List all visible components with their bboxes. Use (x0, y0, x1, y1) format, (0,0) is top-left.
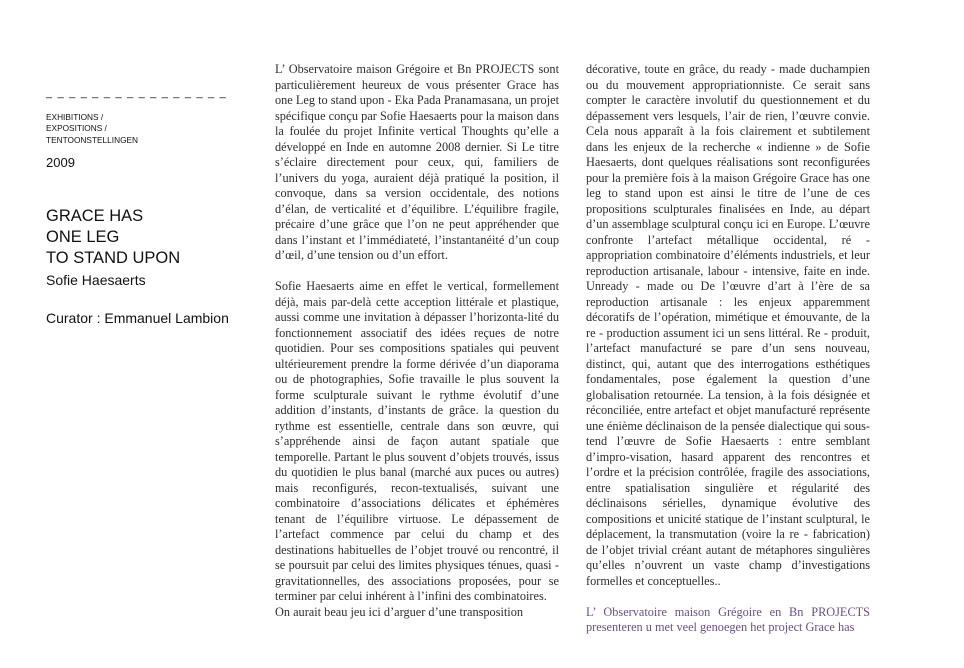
paragraph: On aurait beau jeu ici d’arguer d’une transposition (275, 604, 524, 619)
paragraph: L’ Observatoire maison Grégoire et Bn PROJECTS sont particulièrement heureux de vous présenter Grace has one Leg to stand upon - Eka Pada Pranamasana, un projet spécifique conçu par Sofie Haesaerts pour la maison dans la foulée du projet Infinite vertical Thoughts qu’elle a développé en Inde en automne 2008 dernier. Si Le titre s’éclaire directement pour ceux, qui, familiers de l’univers du yoga, auraient déjà pratiqué la position, il convoque, dans sa version occidentale, des notions d’élan, de verticalité et d’équilibre. L’équilibre fragile, précaire d’une grâce que l’on ne peut appréhender que dans l’instant et l’immédiateté, l’instantanéité d’un coup d’œil, d’une tension ou d’un effort. (275, 62, 559, 262)
section-label-line: EXPOSITIONS / (46, 123, 107, 134)
section-label-line: TENTOONSTELLINGEN (46, 134, 139, 145)
paragraph: Sofie Haesaerts aime en effet le vertical, formellement déjà, mais par-delà cette acception littérale et plastique, aussi comme une invitation à dépasser l’horizonta-lité du fonctionnement associatif des idées reçues de notre quotidien. Pour ses compositions spatiales qui peuvent ultérieurement prendre la forme dérivée d’un diaporama ou de photographies, Sofie travaille le plus souvent la forme sculpturale suivant le rythme évolutif d’une addition d’instants, d’instants de grâce. la question du rythme est essentielle, centrale dans son œuvre, qui s’appréhende ainsi de façon autant spatiale que temporelle. Partant le plus souvent d’objets trouvés, issus du quotidien le plus banal (marché aux puces ou autres) mais reconfigurés, recon-textualisés, suivant une combinatoire d’associations délicates et éphémères tenant de l’équilibre virtuose. Le dépassement de l’artefact commence par celui du champ et des destinations habituelles de l’objet trouvé ou rencontré, il se poursuit par celui des limites physiques ténues, quasi - gravitationnelles, des associations proposées, pour se terminer par celui inhérent à l’infini des combinatoires. (275, 279, 559, 603)
section-label (46, 112, 236, 146)
section-label-line: EXHIBITIONS / (46, 112, 104, 122)
paragraph: décorative, toute en grâce, du ready - made duchampien ou du mouvement appropriationniste. Ce serait sans compter le caractère involutif du questionnement et du dépassement vers lesquels, l’air de rien, l’œuvre convie. Cela nous apparaît à la fois clairement et subtilement dans les enjeux de la recherche « indienne » de Sofie Haesaerts, dont quelques réalisations sont reconfigurées pour la première fois à la maison Grégoire Grace has one leg to stand upon est ainsi le titre de l’une de ces propositions sculpturales finalisées en Inde, au départ d’un assemblage sculptural conçu ici en Europe. L’œuvre confronte l’artefact métallique occidental, ré - appropriation combinatoire d’éléments industriels, et leur reproduction artisanale, labour - intensive, faite en inde. Unready - made ou De l’œuvre d’art à l’ère de sa reproduction artisanale : les enjeux apparemment décoratifs de l’opération, mimétique et émouvante, de la re - production assument ici un sens littéral. Re - produit, l’artefact manufacturé se pare d’un sens nouveau, distinct, qui, autant que des interrogations esthétiques fondamentales, pose également la question d’une globalisation retournée. La tension, à la fois désignée et réconciliée, entre artefact et objet manufacturé représente une énième déclinaison de la pensée dialectique qui sous-tend l’œuvre de Sofie Haesaerts : entre semblant d’impro-visation, hasard apparent des rencontres et l’ordre et la précision contrôlée, fragile des associations, entre spatialisation singulière et régularité des déclinaisons sérielles, dynamique évolutive des compositions et unicité statique de l’instant sculptural, le déplacement, la transmutation (voire la re - fabrication) de l’objet trivial créant autant de métaphores singulières qu’elles n’ouvrent un vaste champ d’investigations formelles et conceptuelles.. (586, 62, 870, 588)
title-line: ONE LEG (46, 228, 120, 247)
sidebar (46, 86, 236, 327)
curator: Curator : Emmanuel Lambion (46, 310, 229, 327)
paragraph-dutch: L’ Observatoire maison Grégoire en Bn PROJECTS presenteren u met veel genoegen het project Grace has (586, 604, 870, 634)
divider-dashes: _ _ _ _ _ _ _ _ _ _ _ _ _ _ _ _ (46, 87, 227, 99)
exhibition-title (46, 206, 236, 269)
year: 2009 (46, 155, 75, 171)
text-column-2 (586, 62, 870, 636)
title-line: TO STAND UPON (46, 249, 181, 268)
title-line: GRACE HAS (46, 207, 144, 226)
text-column-1 (275, 62, 559, 620)
artist-name: Sofie Haesaerts (46, 272, 146, 289)
